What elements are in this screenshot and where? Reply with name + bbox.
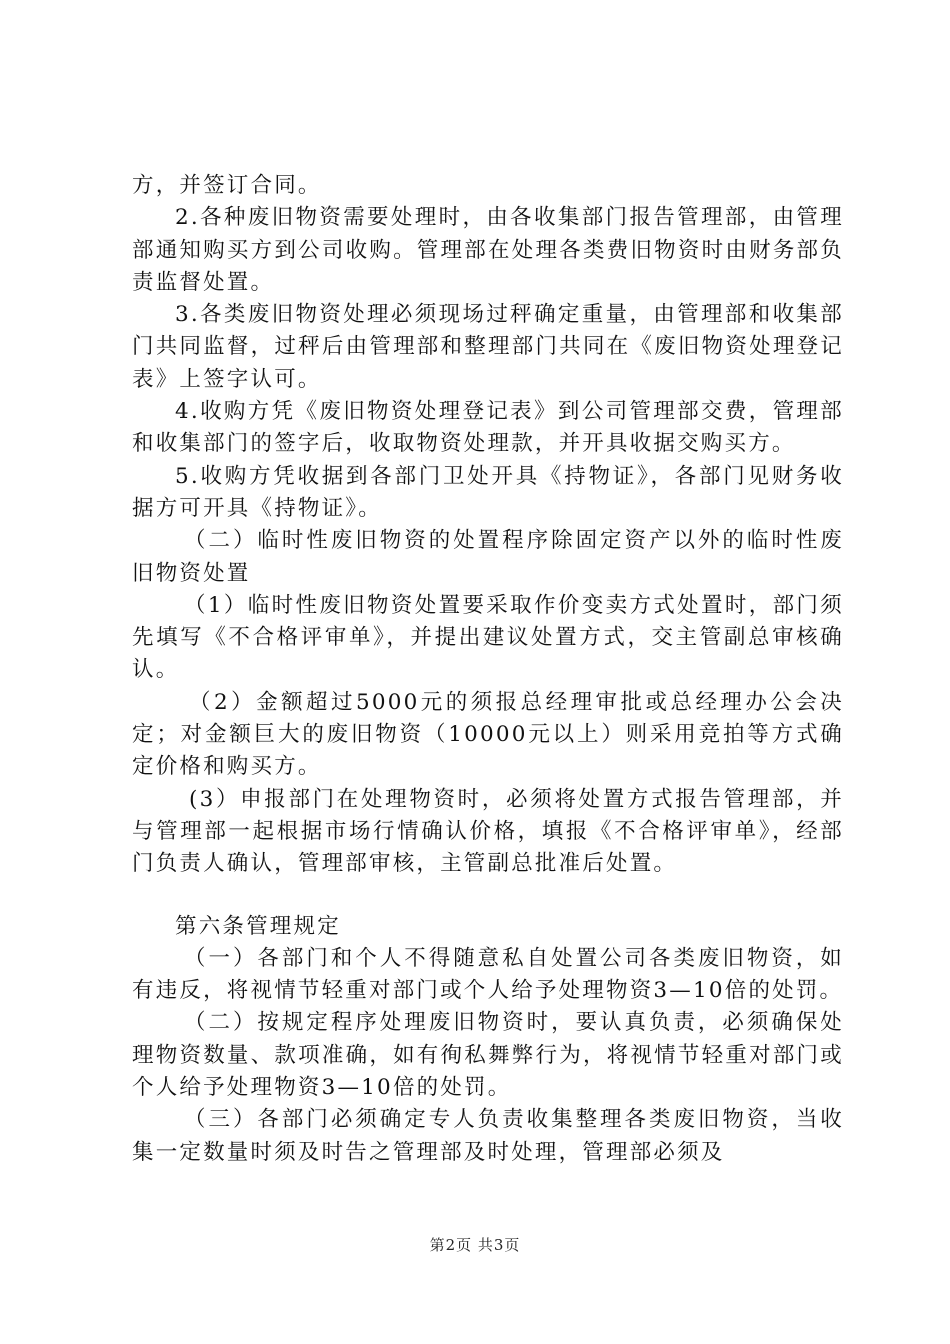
paragraph-gap <box>132 881 844 911</box>
paragraph-sub-2: （2）金额超过5000元的须报总经理审批或总经理办公会决定；对金额巨大的废旧物资（10000元以上）则采用竞拍等方式确定价格和购买方。 <box>132 689 844 780</box>
paragraph-section-2: （二）临时性废旧物资的处置程序除固定资产以外的临时性废旧物资处置 <box>132 528 844 586</box>
paragraph-rule-1: （一）各部门和个人不得随意私自处置公司各类废旧物资，如有违反，将视情节轻重对部门或个人给予处理物资3—10倍的处罚。 <box>132 945 844 1004</box>
paragraph-sub-1: （1）临时性废旧物资处置要采取作价变卖方式处置时，部门须先填写《不合格评审单》，并提出建议处置方式，交主管副总审核确认。 <box>132 592 844 683</box>
article-heading: 第六条管理规定 <box>175 913 341 939</box>
page-number-footer: 第2页 共3页 <box>429 1236 521 1254</box>
paragraph-sub-3: (3）申报部门在处理物资时，必须将处置方式报告管理部，并与管理部一起根据市场行情确认价格，填报《不合格评审单》，经部门负责人确认，管理部审核，主管副总批准后处置。 <box>132 786 844 877</box>
paragraph-rule-3: （三）各部门必须确定专人负责收集整理各类废旧物资，当收集一定数量时须及时告之管理部及时处理，管理部必须及 <box>132 1107 844 1165</box>
document-body <box>132 170 844 1169</box>
paragraph-item-5: 5.收购方凭收据到各部门卫处开具《持物证》，各部门见财务收据方可开具《持物证》。 <box>132 463 844 521</box>
paragraph-item-3: 3.各类废旧物资处理必须现场过秤确定重量，由管理部和收集部门共同监督，过秤后由管理部和整理部门共同在《废旧物资处理登记表》上签字认可。 <box>132 302 844 392</box>
paragraph-item-4: 4.收购方凭《废旧物资处理登记表》到公司管理部交费，管理部和收集部门的签字后，收取物资处理款，并开具收据交购买方。 <box>132 399 844 457</box>
paragraph-item-2: 2.各种废旧物资需要处理时，由各收集部门报告管理部，由管理部通知购买方到公司收购。管理部在处理各类费旧物资时由财务部负责监督处置。 <box>132 205 844 295</box>
paragraph-rule-2: （二）按规定程序处理废旧物资时，要认真负责，必须确保处理物资数量、款项准确，如有徇私舞弊行为，将视情节轻重对部门或个人给予处理物资3—10倍的处罚。 <box>132 1010 844 1101</box>
paragraph-continuation: 方，并签订合同。 <box>132 173 322 198</box>
